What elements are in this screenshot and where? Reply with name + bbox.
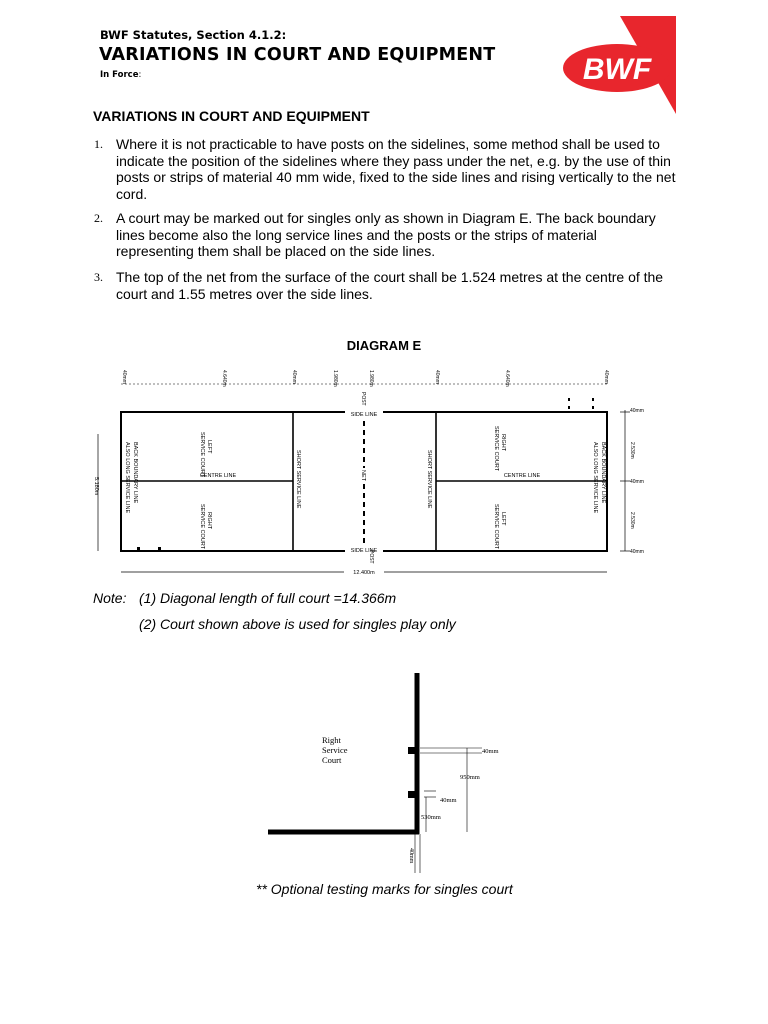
testing-mark (137, 547, 140, 551)
dim-label: 4.640m (221, 370, 227, 387)
paragraph-number: 3. (94, 270, 103, 284)
bottom-dim-label: 12.400m (353, 570, 375, 576)
net-label: NET (360, 470, 366, 481)
dim-label: 40mm (121, 370, 127, 384)
in-force-label (100, 70, 141, 80)
court-diagram (90, 362, 660, 584)
page-title: VARIATIONS IN COURT AND EQUIPMENT (99, 45, 496, 65)
logo-text: BWF (582, 53, 652, 86)
dim-label: 1.980m (368, 370, 374, 387)
side-line-label-top: SIDE LINE (350, 412, 378, 418)
dim-40-mid-label: 40mm (440, 797, 457, 804)
paragraph-text: The top of the net from the surface of the court shall be 1.524 metres at the centre of the court and 1.55 metres over the side lines. (116, 269, 664, 302)
paragraph-3 (94, 269, 684, 303)
right-service-court-label: RIGHT (500, 434, 506, 452)
paragraph-text: A court may be marked out for singles only as shown in Diagram E. The back boundary lines become also the long service lines and the posts or the strips of material representing them shall be placed on the side lines. (116, 210, 656, 259)
dim-label: 40mm (603, 370, 609, 384)
back-boundary-label-left: BACK BOUNDARY LINE (132, 442, 138, 504)
dim-label: 4.640m (504, 370, 510, 387)
post-label-bottom: POST (368, 550, 374, 564)
right-dim-label: 40mm (630, 408, 644, 414)
in-force-label-text: In Force (100, 70, 139, 80)
long-service-label-right: ALSO LONG SERVICE LINE (592, 442, 598, 514)
paragraph-text: Where it is not practicable to have posts on the sidelines, some method shall be used to indicate the position of the sidelines where they pass under the net, e.g. by the use of thin posts or strips of material 40 mm wide, fixed to the side lines and rising vertically to the net cord. (116, 136, 676, 202)
right-dim-label: 40mm (630, 479, 644, 485)
testing-mark (592, 398, 594, 401)
right-dim-label: 2.530m (629, 512, 635, 529)
detail-label-right: Right (322, 735, 341, 745)
dim-label: 40mm (291, 370, 297, 384)
in-force-colon: : (138, 70, 142, 80)
testing-mark (568, 406, 570, 409)
note-label: Note: (93, 590, 127, 606)
dim-530-label: 530mm (421, 814, 441, 821)
detail-label-service: Service (322, 745, 348, 755)
section-title: VARIATIONS IN COURT AND EQUIPMENT (93, 108, 370, 124)
left-service-court-label: LEFT (500, 512, 506, 526)
testing-mark (568, 398, 570, 401)
left-dim-label: 5.180m (93, 477, 99, 496)
dim-label: 40mm (434, 370, 440, 384)
right-dim-label: 40mm (630, 549, 644, 555)
centre-line-label-left: CENTRE LINE (199, 473, 237, 479)
note-line-2: (2) Court shown above is used for singles play only (139, 616, 456, 632)
dim-950-label: 950mm (460, 774, 480, 781)
statute-reference: BWF Statutes, Section 4.1.2: (100, 28, 287, 42)
testing-marks-diagram (260, 668, 510, 873)
note-line-1: (1) Diagonal length of full court =14.366m (139, 590, 397, 606)
post-label-top: POST (360, 392, 366, 406)
bwf-logo (560, 16, 676, 114)
side-line-label-bottom: SIDE LINE (350, 548, 378, 554)
testing-mark (592, 406, 594, 409)
detail-label-court: Court (322, 755, 342, 765)
paragraph-number: 1. (94, 137, 103, 151)
paragraph-number: 2. (94, 211, 103, 225)
dim-40-top-label: 40mm (482, 748, 499, 755)
back-boundary-label-right: BACK BOUNDARY LINE (600, 442, 606, 504)
left-service-court-label: LEFT (206, 440, 212, 454)
short-service-line-label-left: SHORT SERVICE LINE (295, 450, 301, 509)
testing-mark (158, 547, 161, 551)
right-service-court-label: SERVICE COURT (493, 426, 499, 472)
short-service-line-label-right: SHORT SERVICE LINE (426, 450, 432, 509)
paragraph-2 (94, 210, 684, 260)
long-service-label-left: ALSO LONG SERVICE LINE (124, 442, 130, 514)
diagram-title: DIAGRAM E (346, 338, 422, 353)
detail-caption: ** Optional testing marks for singles court (256, 881, 513, 897)
centre-line-label-right: CENTRE LINE (503, 473, 541, 479)
left-service-court-label: SERVICE COURT (199, 432, 205, 478)
dim-40-bottom-label: 40mm (408, 848, 414, 864)
right-dim-label: 2.530m (629, 442, 635, 459)
paragraph-1 (94, 136, 684, 202)
left-service-court-label: SERVICE COURT (493, 504, 499, 550)
testing-mark-lower (408, 791, 415, 798)
right-service-court-label: SERVICE COURT (199, 504, 205, 550)
testing-mark-upper (408, 747, 415, 754)
right-service-court-label: RIGHT (206, 512, 212, 530)
dim-label: 1.980m (332, 370, 338, 387)
